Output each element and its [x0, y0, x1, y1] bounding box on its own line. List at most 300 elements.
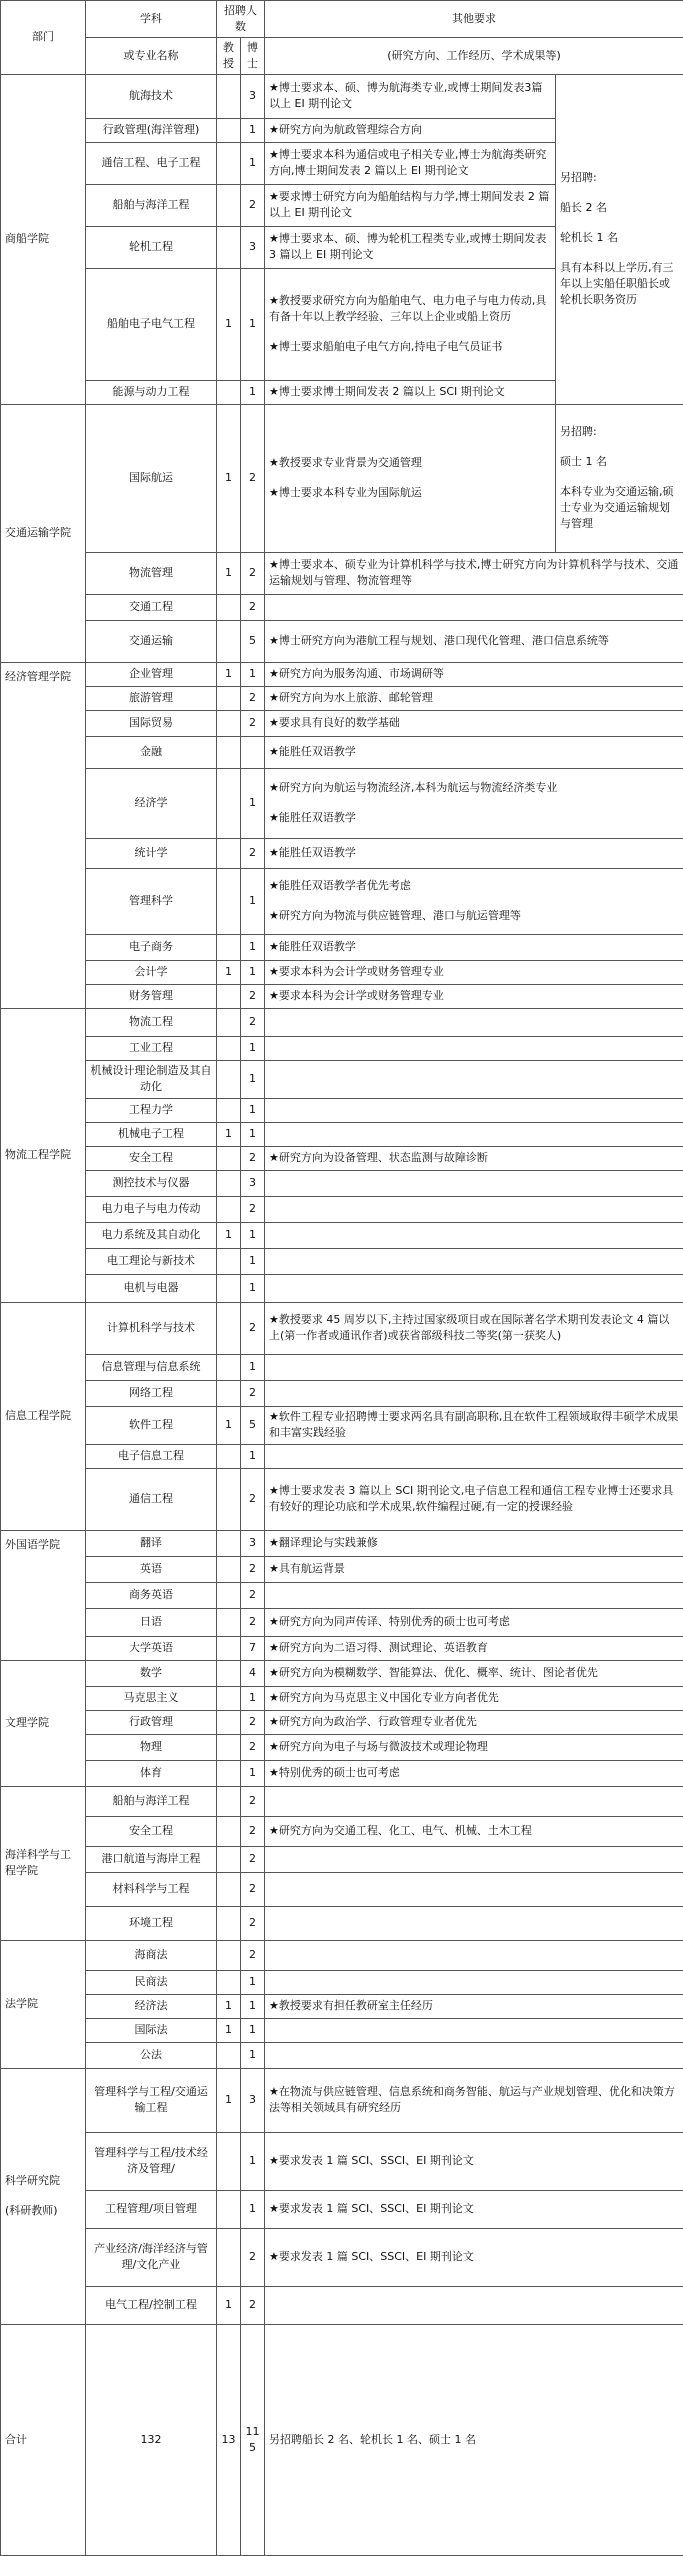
- phd-count: 2: [241, 552, 265, 594]
- phd-count: [241, 736, 265, 768]
- subject-cell: 物流工程: [86, 1008, 217, 1036]
- subject-cell: 金融: [86, 736, 217, 768]
- professor-count: [217, 1444, 241, 1468]
- professor-count: [217, 226, 241, 268]
- table-row: [1, 2068, 683, 2132]
- professor-count: [217, 1608, 241, 1636]
- table-row: [1, 1686, 683, 1710]
- subject-cell: 船舶电子电气工程: [86, 268, 217, 380]
- subject-cell: 翻译: [86, 1530, 217, 1556]
- phd-count: 2: [241, 1906, 265, 1940]
- table-row: [1, 2286, 683, 2324]
- phd-count: 2: [241, 1734, 265, 1760]
- phd-count: 1: [241, 960, 265, 984]
- table-row: [1, 736, 683, 768]
- requirement-cell: [265, 1008, 683, 1036]
- table-row: [1, 2132, 683, 2190]
- table-row: [1, 1380, 683, 1406]
- subject-cell: 会计学: [86, 960, 217, 984]
- requirement-line: ★能胜任双语教学: [269, 811, 356, 825]
- phd-count: 2: [241, 710, 265, 736]
- table-row: [1, 1734, 683, 1760]
- total-label: 合计: [1, 2324, 86, 2555]
- professor-count: 1: [217, 268, 241, 380]
- requirement-line: ★研究方向为航运与物流经济,本科为航运与物流经济类专业: [269, 781, 558, 795]
- dept-subname: (科研教师): [5, 2204, 58, 2218]
- subject-cell: 环境工程: [86, 1906, 217, 1940]
- subject-cell: 产业经济/海洋经济与管理/文化产业: [86, 2228, 217, 2286]
- subject-cell: 统计学: [86, 838, 217, 868]
- phd-count: 2: [241, 1582, 265, 1608]
- table-row: [1, 2228, 683, 2286]
- professor-count: [217, 1274, 241, 1302]
- phd-count: 1: [241, 268, 265, 380]
- requirement-cell: ★教授要求 45 周岁以下,主持过国家级项目或在国际著名学术期刊发表论文 4 篇以上(第一作者或通讯作者)或获省部级科技二等奖(第一获奖人): [265, 1302, 683, 1354]
- subject-cell: 工程管理/项目管理: [86, 2190, 217, 2228]
- professor-count: 1: [217, 1406, 241, 1444]
- dept-cell: 法学院: [1, 1940, 86, 2068]
- requirement-cell: ★要求具有良好的数学基础: [265, 710, 683, 736]
- professor-count: [217, 1060, 241, 1098]
- requirement-cell: [265, 1274, 683, 1302]
- professor-count: [217, 736, 241, 768]
- phd-count: 1: [241, 380, 265, 404]
- subject-cell: 电力电子与电力传动: [86, 1196, 217, 1222]
- header-subject-line1: 学科: [86, 1, 217, 38]
- table-row: [1, 1816, 683, 1846]
- dept-cell: 信息工程学院: [1, 1302, 86, 1530]
- professor-count: 1: [217, 960, 241, 984]
- phd-count: 1: [241, 1036, 265, 1060]
- professor-count: [217, 1636, 241, 1660]
- dept-cell: 物流工程学院: [1, 1008, 86, 1302]
- requirement-cell: ★要求博士研究方向为船舶结构与力学,博士期间发表 2 篇以上 EI 期刊论文: [265, 184, 556, 226]
- subject-cell: 管理科学与工程/技术经济及管理/: [86, 2132, 217, 2190]
- requirement-cell: ★能胜任双语教学: [265, 736, 683, 768]
- professor-count: 1: [217, 1122, 241, 1146]
- dept-cell: 经济管理学院: [1, 662, 86, 1008]
- phd-count: 2: [241, 2228, 265, 2286]
- table-row: [1, 1636, 683, 1660]
- subject-cell: 计算机科学与技术: [86, 1302, 217, 1354]
- total-note: 另招聘船长 2 名、轮机长 1 名、硕士 1 名: [265, 2324, 683, 2555]
- requirement-cell: ★研究方向为设备管理、状态监测与故障诊断: [265, 1146, 683, 1170]
- subject-cell: 日语: [86, 1608, 217, 1636]
- phd-count: 1: [241, 1994, 265, 2018]
- requirement-cell: ★具有航运背景: [265, 1556, 683, 1582]
- subject-cell: 旅游管理: [86, 686, 217, 710]
- professor-count: [217, 1846, 241, 1872]
- professor-count: [217, 1906, 241, 1940]
- table-row: [1, 1170, 683, 1196]
- table-row: [1, 404, 683, 552]
- professor-count: 1: [217, 1222, 241, 1248]
- subject-cell: 船舶与海洋工程: [86, 184, 217, 226]
- phd-count: 1: [241, 2018, 265, 2042]
- table-row: [1, 2042, 683, 2068]
- professor-count: 1: [217, 404, 241, 552]
- table-row: [1, 1660, 683, 1686]
- subject-cell: 交通运输: [86, 620, 217, 662]
- phd-count: 1: [241, 1060, 265, 1098]
- requirement-cell: [265, 1846, 683, 1872]
- requirement-line: ★教授要求专业背景为交通管理: [269, 456, 422, 470]
- table-row: [1, 1608, 683, 1636]
- professor-count: [217, 2228, 241, 2286]
- professor-count: [217, 1734, 241, 1760]
- table-row: [1, 1444, 683, 1468]
- table-row: [1, 1530, 683, 1556]
- table-row: [1, 1060, 683, 1098]
- phd-count: 1: [241, 868, 265, 934]
- requirement-line: ★博士要求船舶电子电气方向,持电子电气员证书: [269, 340, 503, 354]
- phd-count: 1: [241, 1274, 265, 1302]
- phd-count: 1: [241, 1760, 265, 1786]
- phd-count: 2: [241, 1608, 265, 1636]
- phd-count: 2: [241, 1196, 265, 1222]
- dept-cell: [1, 2068, 86, 2324]
- total-count: 132: [86, 2324, 217, 2555]
- professor-count: [217, 1196, 241, 1222]
- requirement-cell: ★博士要求本、硕专业为计算机科学与技术,博士研究方向为计算机科学与技术、交通运输规划与管理、物流管理等: [265, 552, 683, 594]
- phd-count: 3: [241, 74, 265, 118]
- requirement-cell: [265, 1196, 683, 1222]
- phd-count: 3: [241, 1170, 265, 1196]
- requirement-cell: ★研究方向为马克思主义中国化专业方向者优先: [265, 1686, 683, 1710]
- subject-cell: 海商法: [86, 1940, 217, 1970]
- requirement-cell: ★软件工程专业招聘博士要求两名具有副高职称,且在软件工程领域取得丰硕学术成果和丰富实践经验: [265, 1406, 683, 1444]
- professor-count: 1: [217, 552, 241, 594]
- table-row: [1, 2190, 683, 2228]
- table-row: [1, 1556, 683, 1582]
- professor-count: [217, 184, 241, 226]
- professor-count: [217, 620, 241, 662]
- header-row: [1, 37, 683, 74]
- requirement-cell: [265, 1380, 683, 1406]
- phd-count: 1: [241, 1222, 265, 1248]
- dept-cell: 交通运输学院: [1, 404, 86, 662]
- phd-count: 2: [241, 1468, 265, 1530]
- requirement-cell: [265, 1036, 683, 1060]
- table-row: [1, 1146, 683, 1170]
- extra-hiring-note: [556, 404, 683, 552]
- table-row: [1, 1222, 683, 1248]
- subject-cell: 经济学: [86, 768, 217, 838]
- table-row: [1, 1710, 683, 1734]
- subject-cell: 安全工程: [86, 1816, 217, 1846]
- requirement-cell: [265, 1098, 683, 1122]
- phd-count: 2: [241, 838, 265, 868]
- table-row: [1, 552, 683, 594]
- requirement-cell: ★研究方向为服务沟通、市场调研等: [265, 662, 683, 686]
- requirement-cell: ★研究方向为二语习得、测试理论、英语教育: [265, 1636, 683, 1660]
- requirement-cell: ★要求发表 1 篇 SCI、SSCI、EI 期刊论文: [265, 2190, 683, 2228]
- subject-cell: 安全工程: [86, 1146, 217, 1170]
- professor-count: [217, 1970, 241, 1994]
- subject-cell: 船舶与海洋工程: [86, 1786, 217, 1816]
- requirement-cell: [265, 1970, 683, 1994]
- header-row: [1, 1, 683, 38]
- table-row: [1, 74, 683, 118]
- subject-cell: 通信工程、电子工程: [86, 142, 217, 184]
- requirement-cell: ★翻译理论与实践兼修: [265, 1530, 683, 1556]
- requirement-cell: [265, 768, 683, 838]
- requirement-cell: ★研究方向为同声传译、特别优秀的硕士也可考虑: [265, 1608, 683, 1636]
- subject-cell: 电力系统及其自动化: [86, 1222, 217, 1248]
- subject-cell: 国际贸易: [86, 710, 217, 736]
- requirement-cell: [265, 1444, 683, 1468]
- professor-count: [217, 1556, 241, 1582]
- phd-count: 2: [241, 1710, 265, 1734]
- table-row: [1, 594, 683, 620]
- professor-count: [217, 710, 241, 736]
- professor-count: [217, 1786, 241, 1816]
- subject-cell: 数学: [86, 1660, 217, 1686]
- phd-count: 1: [241, 1098, 265, 1122]
- table-row: [1, 1248, 683, 1274]
- table-row: [1, 620, 683, 662]
- professor-count: [217, 1170, 241, 1196]
- requirement-cell: [265, 1906, 683, 1940]
- phd-count: 2: [241, 404, 265, 552]
- phd-count: 3: [241, 1530, 265, 1556]
- table-row: [1, 1008, 683, 1036]
- table-row: [1, 868, 683, 934]
- phd-count: 1: [241, 2132, 265, 2190]
- requirement-cell: ★能胜任双语教学: [265, 838, 683, 868]
- subject-cell: 交通工程: [86, 594, 217, 620]
- professor-count: [217, 1248, 241, 1274]
- requirement-cell: ★要求发表 1 篇 SCI、SSCI、EI 期刊论文: [265, 2132, 683, 2190]
- phd-count: 2: [241, 984, 265, 1008]
- table-row: [1, 1846, 683, 1872]
- professor-count: [217, 1686, 241, 1710]
- table-row: [1, 838, 683, 868]
- subject-cell: 材料科学与工程: [86, 1872, 217, 1906]
- subject-cell: 体育: [86, 1760, 217, 1786]
- table-row: [1, 1940, 683, 1970]
- table-row: [1, 1468, 683, 1530]
- subject-cell: 物流管理: [86, 552, 217, 594]
- requirement-line: ★博士要求本科专业为国际航运: [269, 486, 422, 500]
- phd-count: 2: [241, 1816, 265, 1846]
- table-row: [1, 1872, 683, 1906]
- header-phd: 博士: [241, 37, 265, 74]
- subject-cell: 行政管理(海洋管理): [86, 118, 217, 142]
- requirement-cell: ★要求发表 1 篇 SCI、SSCI、EI 期刊论文: [265, 2228, 683, 2286]
- requirement-cell: ★要求本科为会计学或财务管理专业: [265, 984, 683, 1008]
- subject-cell: 企业管理: [86, 662, 217, 686]
- subject-cell: 能源与动力工程: [86, 380, 217, 404]
- table-row: [1, 1994, 683, 2018]
- professor-count: [217, 1582, 241, 1608]
- phd-count: 2: [241, 1786, 265, 1816]
- subject-cell: 电子商务: [86, 934, 217, 960]
- subject-cell: 工程力学: [86, 1098, 217, 1122]
- extra-note-line: 轮机长 1 名: [560, 231, 618, 245]
- requirement-cell: ★研究方向为水上旅游、邮轮管理: [265, 686, 683, 710]
- subject-cell: 大学英语: [86, 1636, 217, 1660]
- requirement-cell: ★研究方向为电子与场与微波技术或理论物理: [265, 1734, 683, 1760]
- table-row: [1, 934, 683, 960]
- phd-count: 1: [241, 118, 265, 142]
- subject-cell: 行政管理: [86, 1710, 217, 1734]
- phd-count: 1: [241, 934, 265, 960]
- dept-cell: 文理学院: [1, 1660, 86, 1786]
- requirement-cell: [265, 1170, 683, 1196]
- header-dept: 部门: [1, 1, 86, 75]
- phd-count: 1: [241, 142, 265, 184]
- professor-count: [217, 1146, 241, 1170]
- phd-count: 1: [241, 1248, 265, 1274]
- table-row: [1, 686, 683, 710]
- professor-count: [217, 594, 241, 620]
- table-row: [1, 1354, 683, 1380]
- requirement-cell: [265, 1582, 683, 1608]
- professor-count: [217, 838, 241, 868]
- requirement-cell: ★博士要求本、硕、博为轮机工程类专业,或博士期间发表 3 篇以上 EI 期刊论文: [265, 226, 556, 268]
- total-row: [1, 2324, 683, 2555]
- dept-cell: 海洋科学与工程学院: [1, 1786, 86, 1940]
- phd-count: 2: [241, 184, 265, 226]
- professor-count: 1: [217, 1994, 241, 2018]
- table-row: [1, 1786, 683, 1816]
- requirement-cell: [265, 2018, 683, 2042]
- professor-count: [217, 380, 241, 404]
- header-requirements-subtitle: (研究方向、工作经历、学术成果等): [265, 37, 683, 74]
- requirement-cell: ★要求本科为会计学或财务管理专业: [265, 960, 683, 984]
- requirement-cell: [265, 594, 683, 620]
- subject-cell: 港口航道与海岸工程: [86, 1846, 217, 1872]
- phd-count: 2: [241, 1146, 265, 1170]
- total-professor-count: 13: [217, 2324, 241, 2555]
- requirement-cell: [265, 1248, 683, 1274]
- subject-cell: 航海技术: [86, 74, 217, 118]
- professor-count: [217, 768, 241, 838]
- phd-count: 5: [241, 1406, 265, 1444]
- requirement-cell: ★博士要求本、硕、博为航海类专业,或博士期间发表3篇以上 EI 期刊论文: [265, 74, 556, 118]
- professor-count: [217, 868, 241, 934]
- professor-count: [217, 1660, 241, 1686]
- professor-count: [217, 1710, 241, 1734]
- requirement-cell: ★博士要求本科为通信或电子相关专业,博士为航海类研究方向,博士期间发表 2 篇以上 EI 期刊论文: [265, 142, 556, 184]
- subject-cell: 民商法: [86, 1970, 217, 1994]
- professor-count: [217, 2190, 241, 2228]
- phd-count: 1: [241, 2042, 265, 2068]
- phd-count: 1: [241, 1444, 265, 1468]
- subject-cell: 测控技术与仪器: [86, 1170, 217, 1196]
- phd-count: 1: [241, 662, 265, 686]
- subject-cell: 英语: [86, 1556, 217, 1582]
- professor-count: [217, 2042, 241, 2068]
- requirement-cell: [265, 1872, 683, 1906]
- phd-count: 2: [241, 1302, 265, 1354]
- phd-count: 1: [241, 768, 265, 838]
- table-row: [1, 1970, 683, 1994]
- phd-count: 3: [241, 2068, 265, 2132]
- subject-cell: 经济法: [86, 1994, 217, 2018]
- requirement-cell: ★研究方向为交通工程、化工、电气、机械、土木工程: [265, 1816, 683, 1846]
- table-row: [1, 1406, 683, 1444]
- subject-cell: 工业工程: [86, 1036, 217, 1060]
- phd-count: 3: [241, 226, 265, 268]
- professor-count: 1: [217, 2018, 241, 2042]
- phd-count: 2: [241, 1872, 265, 1906]
- table-row: [1, 1274, 683, 1302]
- extra-note-line: 硕士 1 名: [560, 455, 607, 469]
- subject-cell: 电子信息工程: [86, 1444, 217, 1468]
- subject-cell: 机械电子工程: [86, 1122, 217, 1146]
- phd-count: 5: [241, 620, 265, 662]
- requirement-cell: ★教授要求有担任教研室主任经历: [265, 1994, 683, 2018]
- requirement-line: ★能胜任双语教学者优先考虑: [269, 879, 411, 893]
- subject-cell: 国际航运: [86, 404, 217, 552]
- professor-count: [217, 1008, 241, 1036]
- phd-count: 2: [241, 2286, 265, 2324]
- phd-count: 7: [241, 1636, 265, 1660]
- requirement-cell: [265, 868, 683, 934]
- table-row: [1, 2018, 683, 2042]
- requirement-cell: ★研究方向为模糊数学、智能算法、优化、概率、统计、图论者优先: [265, 1660, 683, 1686]
- phd-count: 1: [241, 2190, 265, 2228]
- subject-cell: 机械设计理论制造及其自动化: [86, 1060, 217, 1098]
- table-row: [1, 1906, 683, 1940]
- professor-count: [217, 1302, 241, 1354]
- subject-cell: 轮机工程: [86, 226, 217, 268]
- phd-count: 4: [241, 1660, 265, 1686]
- phd-count: 2: [241, 1008, 265, 1036]
- professor-count: [217, 142, 241, 184]
- requirement-cell: ★博士要求发表 3 篇以上 SCI 期刊论文,电子信息工程和通信工程专业博士还要求具有较好的理论功底和学术成果,软件编程过硬,有一定的授课经验: [265, 1468, 683, 1530]
- dept-cell: 外国语学院: [1, 1530, 86, 1660]
- phd-count: 2: [241, 1556, 265, 1582]
- professor-count: [217, 1530, 241, 1556]
- subject-cell: 电工理论与新技术: [86, 1248, 217, 1274]
- phd-count: 1: [241, 1686, 265, 1710]
- requirement-cell: [265, 404, 556, 552]
- extra-note-line: 本科专业为交通运输,硕士专业为交通运输规划与管理: [560, 485, 674, 531]
- requirement-cell: [265, 2286, 683, 2324]
- table-row: [1, 1760, 683, 1786]
- requirement-cell: ★博士要求博士期间发表 2 篇以上 SCI 期刊论文: [265, 380, 556, 404]
- header-subject-line2: 或专业名称: [86, 37, 217, 74]
- table-row: [1, 1302, 683, 1354]
- table-row: [1, 1036, 683, 1060]
- professor-count: [217, 2132, 241, 2190]
- subject-cell: 公法: [86, 2042, 217, 2068]
- extra-note-line: 另招聘:: [560, 171, 597, 185]
- professor-count: 1: [217, 2286, 241, 2324]
- phd-count: 2: [241, 594, 265, 620]
- requirement-cell: [265, 1060, 683, 1098]
- extra-note-line: 船长 2 名: [560, 201, 607, 215]
- total-phd-count: 115: [241, 2324, 265, 2555]
- professor-count: [217, 1760, 241, 1786]
- table-row: [1, 1098, 683, 1122]
- extra-hiring-note: [556, 74, 683, 404]
- subject-cell: 物理: [86, 1734, 217, 1760]
- phd-count: 2: [241, 1846, 265, 1872]
- phd-count: 1: [241, 1970, 265, 1994]
- subject-cell: 财务管理: [86, 984, 217, 1008]
- requirement-cell: ★研究方向为航政管理综合方向: [265, 118, 556, 142]
- professor-count: [217, 1036, 241, 1060]
- requirement-cell: [265, 1222, 683, 1248]
- professor-count: [217, 1816, 241, 1846]
- subject-cell: 国际法: [86, 2018, 217, 2042]
- phd-count: 2: [241, 1380, 265, 1406]
- subject-cell: 软件工程: [86, 1406, 217, 1444]
